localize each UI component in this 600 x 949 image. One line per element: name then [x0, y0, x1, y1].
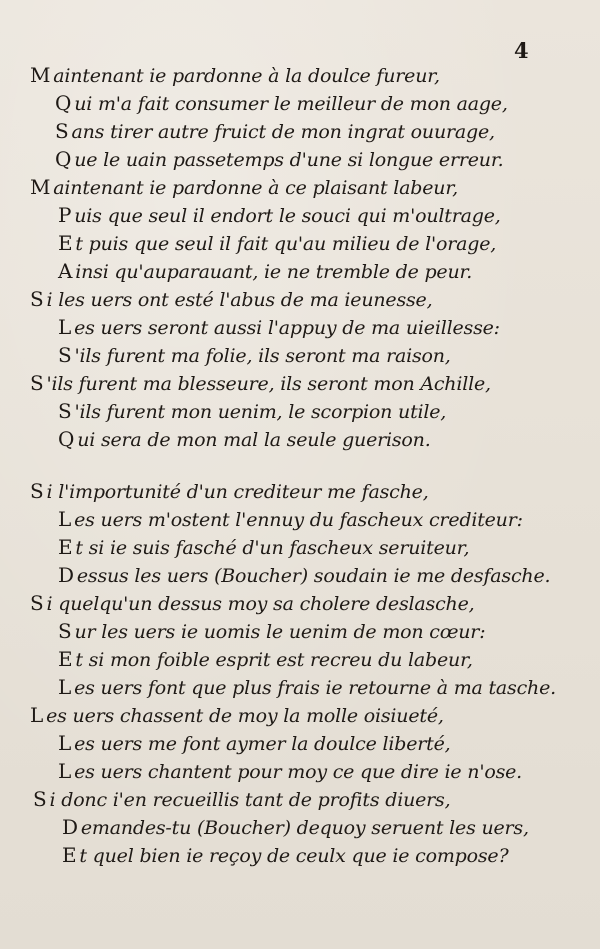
verse-line: L es uers font que plus frais ie retourne à ma tasche. [58, 675, 556, 699]
verse-line: S i donc i'en recueillis tant de profits diuers, [33, 787, 451, 811]
verse-line: A insi qu'auparauant, ie ne tremble de peur. [58, 259, 473, 283]
verse-line: E t si mon foible esprit est recreu du labeur, [58, 647, 473, 671]
verse-line: L es uers chassent de moy la molle oisiueté, [30, 703, 444, 727]
verse-line: M aintenant ie pardonne à ce plaisant labeur, [30, 175, 458, 199]
verse-line: P uis que seul il endort le souci qui m'oultrage, [58, 203, 501, 227]
verse-line: D emandes-tu (Boucher) dequoy seruent les uers, [62, 815, 529, 839]
verse-line: S 'ils furent mon uenim, le scorpion utile, [58, 399, 447, 423]
verse-line: S 'ils furent ma blesseure, ils seront mon Achille, [30, 371, 491, 395]
verse-line: M aintenant ie pardonne à la doulce fureur, [30, 63, 440, 87]
verse-line: L es uers chantent pour moy ce que dire ie n'ose. [58, 759, 523, 783]
verse-line: L es uers m'ostent l'ennuy du fascheux crediteur: [58, 507, 523, 531]
verse-line: Q ui sera de mon mal la seule guerison. [58, 427, 431, 451]
verse-line: S ur les uers ie uomis le uenim de mon cœur: [58, 619, 486, 643]
page-number: 4 [514, 38, 529, 63]
verse-line: S i l'importunité d'un crediteur me fasche, [30, 479, 429, 503]
verse-line: S ans tirer autre fruict de mon ingrat ouurage, [55, 119, 495, 143]
verse-line: L es uers seront aussi l'appuy de ma uieillesse: [58, 315, 500, 339]
verse-line: Q ui m'a fait consumer le meilleur de mon aage, [55, 91, 508, 115]
verse-line: S i quelqu'un dessus moy sa cholere deslasche, [30, 591, 475, 615]
verse-line: S 'ils furent ma folie, ils seront ma raison, [58, 343, 451, 367]
verse-line: D essus les uers (Boucher) soudain ie me desfasche. [58, 563, 551, 587]
verse-line: Q ue le uain passetemps d'une si longue erreur. [55, 147, 504, 171]
verse-line: E t quel bien ie reçoy de ceulx que ie compose? [62, 843, 509, 867]
verse-line: L es uers me font aymer la doulce liberté, [58, 731, 451, 755]
verse-line: E t si ie suis fasché d'un fascheux seruiteur, [58, 535, 470, 559]
verse-line: S i les uers ont esté l'abus de ma ieunesse, [30, 287, 433, 311]
verse-line: E t puis que seul il fait qu'au milieu de l'orage, [58, 231, 497, 255]
